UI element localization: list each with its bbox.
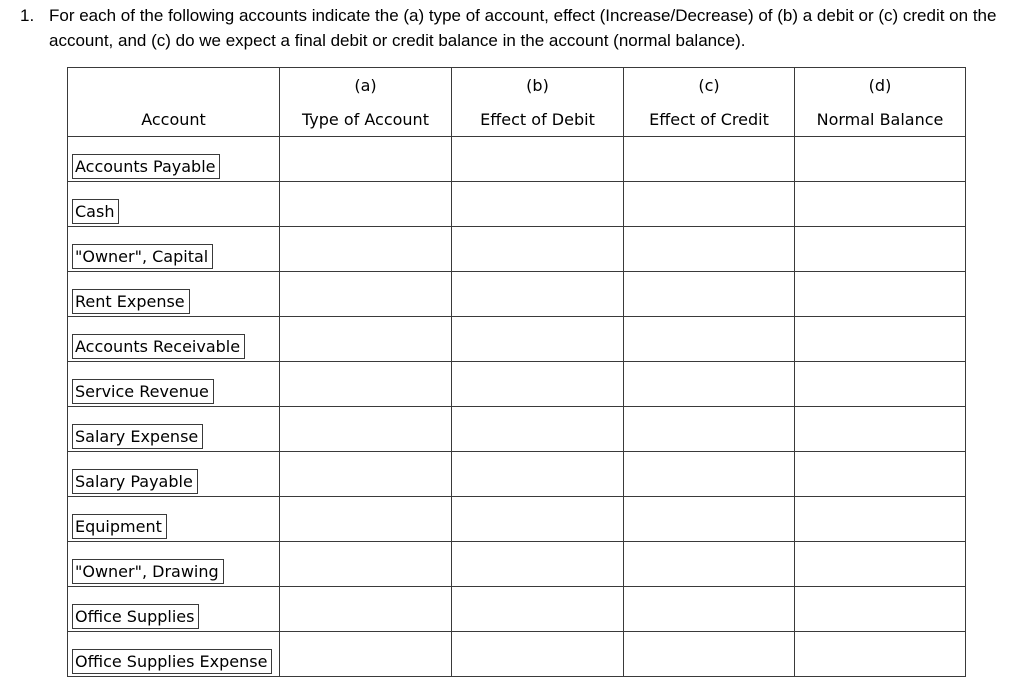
type-of-account-answer-cell[interactable] xyxy=(280,542,452,587)
account-name-cell xyxy=(68,452,280,497)
table-row xyxy=(68,362,966,407)
effect-of-debit-answer-cell[interactable] xyxy=(452,407,624,452)
effect-of-credit-answer-cell[interactable] xyxy=(624,362,795,407)
account-name: "Owner", Capital xyxy=(72,244,213,269)
normal-balance-answer-cell[interactable] xyxy=(795,452,966,497)
header-letter-c: (c) xyxy=(624,68,795,103)
account-name-cell xyxy=(68,317,280,362)
normal-balance-answer-cell[interactable] xyxy=(795,362,966,407)
type-of-account-answer-cell[interactable] xyxy=(280,632,452,677)
effect-of-credit-answer-cell[interactable] xyxy=(624,227,795,272)
accounts-table xyxy=(67,67,966,677)
normal-balance-answer-cell[interactable] xyxy=(795,317,966,362)
header-letter-a: (a) xyxy=(280,68,452,103)
account-name: Office Supplies xyxy=(72,604,199,629)
effect-of-debit-answer-cell[interactable] xyxy=(452,272,624,317)
account-name: Equipment xyxy=(72,514,167,539)
effect-of-credit-answer-cell[interactable] xyxy=(624,542,795,587)
type-of-account-answer-cell[interactable] xyxy=(280,272,452,317)
type-of-account-answer-cell[interactable] xyxy=(280,587,452,632)
normal-balance-answer-cell[interactable] xyxy=(795,227,966,272)
normal-balance-answer-cell[interactable] xyxy=(795,542,966,587)
type-of-account-answer-cell[interactable] xyxy=(280,452,452,497)
effect-of-credit-answer-cell[interactable] xyxy=(624,182,795,227)
account-name-cell xyxy=(68,182,280,227)
account-name: Office Supplies Expense xyxy=(72,649,272,674)
account-name: Salary Expense xyxy=(72,424,203,449)
effect-of-credit-answer-cell[interactable] xyxy=(624,407,795,452)
type-of-account-answer-cell[interactable] xyxy=(280,137,452,182)
account-name-cell xyxy=(68,362,280,407)
question-text: For each of the following accounts indicate the (a) type of account, effect (Increase/Decrease) of (b) a debit or (c) credit on the account, and (c) do we expect a final debit or credit balance in the account (normal balance). xyxy=(49,6,997,50)
account-name-cell xyxy=(68,542,280,587)
effect-of-debit-answer-cell[interactable] xyxy=(452,182,624,227)
type-of-account-answer-cell[interactable] xyxy=(280,362,452,407)
table-row xyxy=(68,587,966,632)
normal-balance-answer-cell[interactable] xyxy=(795,182,966,227)
effect-of-debit-answer-cell[interactable] xyxy=(452,227,624,272)
table-row xyxy=(68,137,966,182)
header-account: Account xyxy=(68,102,280,137)
account-name: Rent Expense xyxy=(72,289,190,314)
table-row xyxy=(68,407,966,452)
header-effect-of-credit: Effect of Credit xyxy=(624,102,795,137)
normal-balance-answer-cell[interactable] xyxy=(795,497,966,542)
type-of-account-answer-cell[interactable] xyxy=(280,317,452,362)
effect-of-debit-answer-cell[interactable] xyxy=(452,137,624,182)
effect-of-debit-answer-cell[interactable] xyxy=(452,452,624,497)
normal-balance-answer-cell[interactable] xyxy=(795,587,966,632)
table-row xyxy=(68,317,966,362)
account-name: Cash xyxy=(72,199,119,224)
type-of-account-answer-cell[interactable] xyxy=(280,182,452,227)
type-of-account-answer-cell[interactable] xyxy=(280,227,452,272)
account-name: Service Revenue xyxy=(72,379,214,404)
account-name-cell xyxy=(68,632,280,677)
effect-of-credit-answer-cell[interactable] xyxy=(624,632,795,677)
effect-of-credit-answer-cell[interactable] xyxy=(624,587,795,632)
header-type-of-account: Type of Account xyxy=(280,102,452,137)
table-row xyxy=(68,542,966,587)
table-row xyxy=(68,227,966,272)
header-letter-d: (d) xyxy=(795,68,966,103)
account-name: Salary Payable xyxy=(72,469,198,494)
header-normal-balance: Normal Balance xyxy=(795,102,966,137)
account-name-cell xyxy=(68,137,280,182)
header-title-row xyxy=(68,102,966,137)
table-row xyxy=(68,632,966,677)
header-letter-row xyxy=(68,68,966,103)
account-name-cell xyxy=(68,272,280,317)
normal-balance-answer-cell[interactable] xyxy=(795,272,966,317)
effect-of-credit-answer-cell[interactable] xyxy=(624,137,795,182)
account-name: Accounts Receivable xyxy=(72,334,245,359)
effect-of-debit-answer-cell[interactable] xyxy=(452,362,624,407)
table-row xyxy=(68,452,966,497)
effect-of-debit-answer-cell[interactable] xyxy=(452,542,624,587)
normal-balance-answer-cell[interactable] xyxy=(795,407,966,452)
account-name-cell xyxy=(68,227,280,272)
table-row xyxy=(68,182,966,227)
type-of-account-answer-cell[interactable] xyxy=(280,497,452,542)
normal-balance-answer-cell[interactable] xyxy=(795,137,966,182)
effect-of-debit-answer-cell[interactable] xyxy=(452,497,624,542)
effect-of-debit-answer-cell[interactable] xyxy=(452,587,624,632)
effect-of-debit-answer-cell[interactable] xyxy=(452,317,624,362)
question-number: 1. xyxy=(20,6,35,25)
effect-of-credit-answer-cell[interactable] xyxy=(624,452,795,497)
normal-balance-answer-cell[interactable] xyxy=(795,632,966,677)
effect-of-debit-answer-cell[interactable] xyxy=(452,632,624,677)
header-letter-b: (b) xyxy=(452,68,624,103)
header-effect-of-debit: Effect of Debit xyxy=(452,102,624,137)
header-letter-blank xyxy=(68,68,280,103)
account-name-cell xyxy=(68,407,280,452)
table-row xyxy=(68,497,966,542)
effect-of-credit-answer-cell[interactable] xyxy=(624,272,795,317)
type-of-account-answer-cell[interactable] xyxy=(280,407,452,452)
effect-of-credit-answer-cell[interactable] xyxy=(624,497,795,542)
account-name-cell xyxy=(68,497,280,542)
account-name: Accounts Payable xyxy=(72,154,220,179)
effect-of-credit-answer-cell[interactable] xyxy=(624,317,795,362)
table-row xyxy=(68,272,966,317)
account-name-cell xyxy=(68,587,280,632)
account-name: "Owner", Drawing xyxy=(72,559,224,584)
